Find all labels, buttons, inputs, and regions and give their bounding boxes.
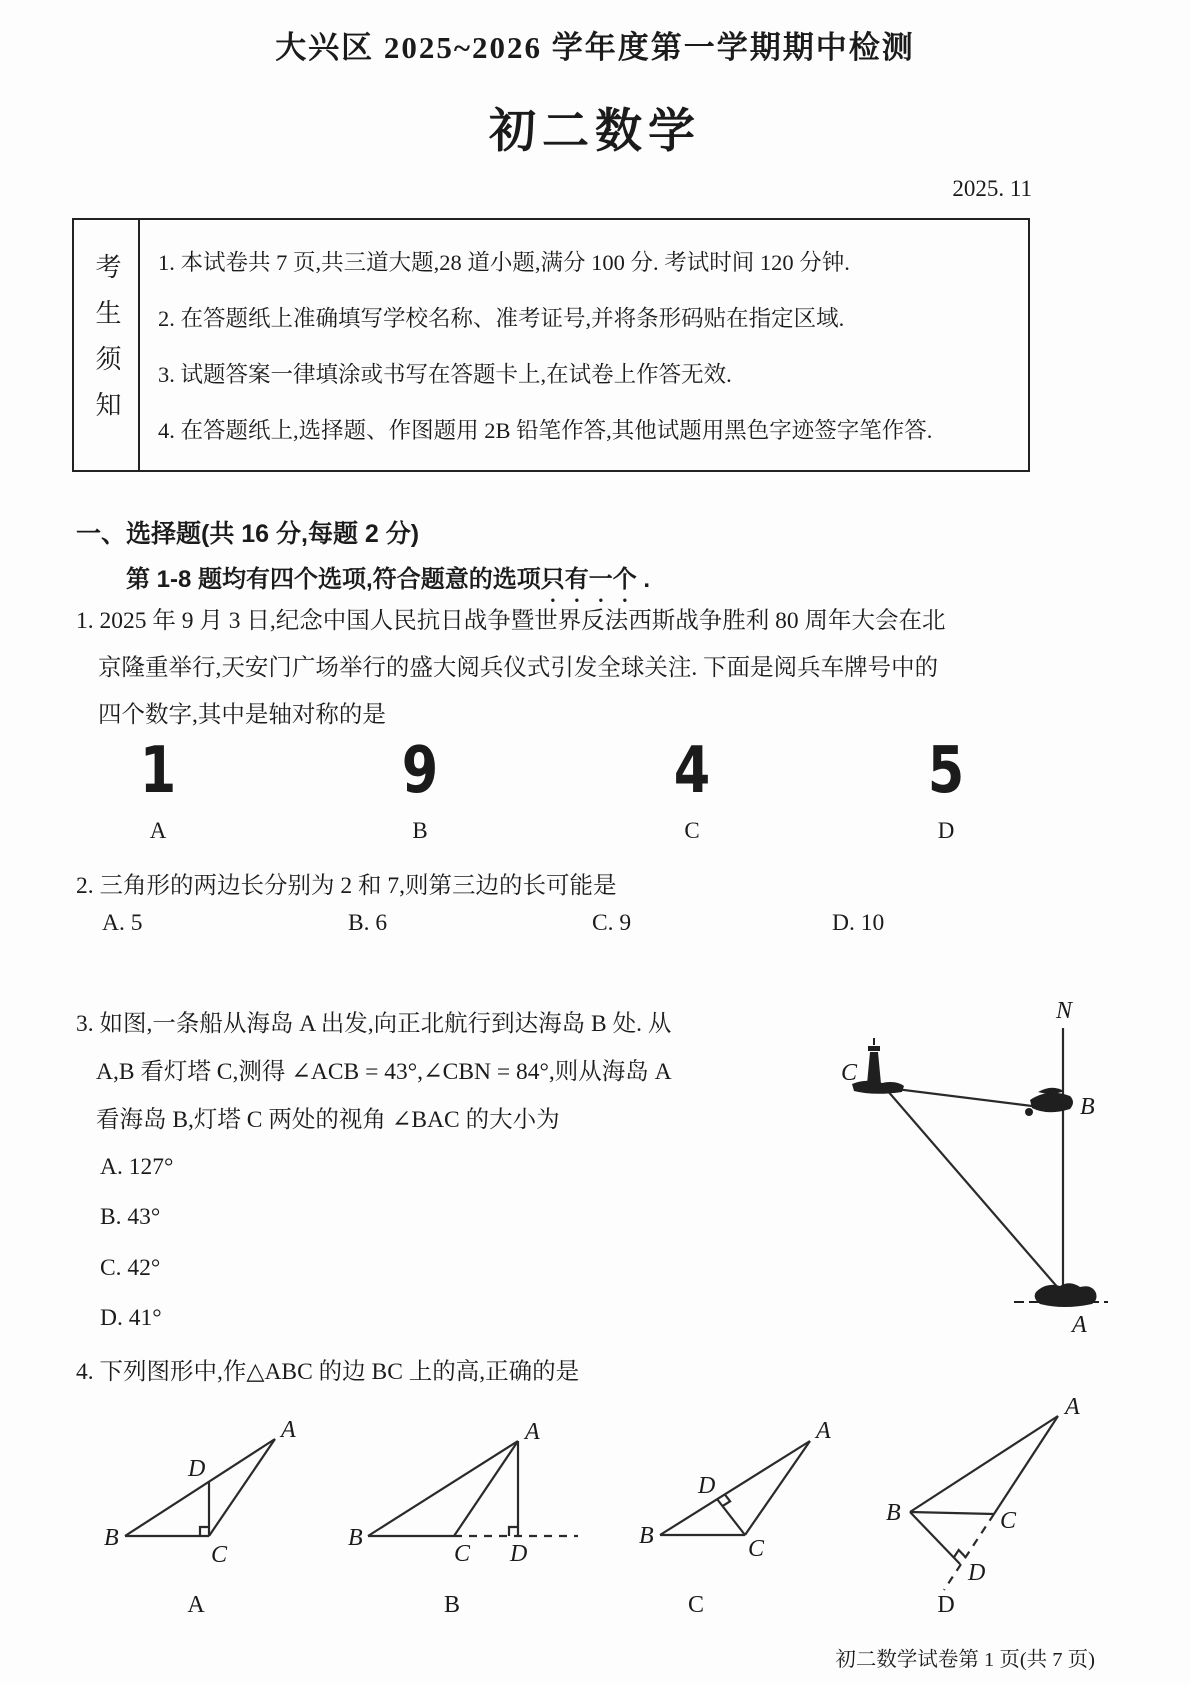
q4-figure-b (338, 1396, 588, 1576)
q4-figure-d (868, 1396, 1108, 1611)
vertex-a-label: A (1065, 1396, 1080, 1420)
line-c-to-a (886, 1089, 1059, 1289)
lighthouse-icon (852, 1038, 904, 1094)
vertex-b-label: B (348, 1525, 363, 1551)
ship-icon (1025, 1088, 1073, 1116)
ship-b-label: B (1080, 1094, 1095, 1120)
q3-line-3: 看海岛 B,灯塔 C 两处的视角 ∠BAC 的大小为 (96, 1107, 560, 1133)
vertex-b-label: B (639, 1523, 654, 1549)
page-footer: 初二数学试卷第 1 页(共 7 页) (835, 1649, 1095, 1671)
q1-line-1: 1. 2025 年 9 月 3 日,纪念中国人民抗日战争暨世界反法西斯战争胜利 80 周年大会在北 (76, 608, 946, 634)
q4-option-c-label: C (687, 1592, 704, 1618)
right-angle-mark (954, 1550, 965, 1558)
q4-figure-c (618, 1396, 848, 1576)
q1-line-3: 四个数字,其中是轴对称的是 (98, 702, 386, 728)
vertex-d-label: D (968, 1560, 986, 1586)
notice-item-4: 4. 在答题纸上,选择题、作图题用 2B 铅笔作答,其他试题用黑色字迹签字笔作答. (158, 418, 933, 443)
q1-digit-9: 9 (401, 734, 439, 808)
q3-option-b: B. 43° (100, 1204, 161, 1230)
section-1-heading: 一、选择题(共 16 分,每题 2 分) (76, 520, 420, 548)
notice-items (140, 220, 1028, 470)
q1-option-b-label: B (412, 818, 428, 843)
island-a-label: A (1072, 1312, 1087, 1338)
section-1-note: 第 1-8 题均有四个选项,符合题意的选项只有一个 . (126, 566, 651, 593)
vertex-a-label: A (281, 1417, 296, 1443)
notice-item-2: 2. 在答题纸上准确填写学校名称、准考证号,并将条形码贴在指定区域. (158, 306, 845, 331)
notice-side-label: 考生须知 (74, 220, 140, 470)
candidate-notice-box (72, 218, 1030, 472)
vertex-c-label: C (1000, 1508, 1017, 1534)
notice-item-1: 1. 本试卷共 7 页,共三道大题,28 道小题,满分 100 分. 考试时间 120 分钟. (158, 250, 850, 275)
cevian-dc (717, 1499, 745, 1535)
q4-option-d-label: D (937, 1592, 955, 1618)
q4-option-a-label: A (187, 1592, 205, 1618)
q1-digit-4: 4 (673, 734, 711, 808)
q4-option-b-label: B (443, 1592, 460, 1618)
island-icon (1014, 1283, 1108, 1307)
q4-stem: 4. 下列图形中,作△ABC 的边 BC 上的高,正确的是 (76, 1359, 580, 1385)
vertex-d-label: D (698, 1473, 716, 1499)
q2-option-a: A. 5 (102, 910, 143, 936)
q1-option-d-label: D (937, 818, 955, 843)
north-label: N (1056, 998, 1073, 1024)
exam-date: 2025. 11 (952, 176, 1032, 201)
q3-option-c: C. 42° (100, 1255, 161, 1281)
subject-title: 初二数学 (489, 104, 701, 157)
exam-title: 大兴区 2025~2026 学年度第一学期期中检测 (275, 30, 915, 65)
vertex-c-label: C (211, 1542, 228, 1568)
right-angle-mark (509, 1527, 518, 1536)
q4-figure-a (92, 1396, 302, 1576)
vertex-d-label: D (510, 1541, 528, 1567)
q2-option-d: D. 10 (832, 910, 885, 936)
segment-bd (910, 1512, 960, 1564)
q3-navigation-diagram (808, 988, 1118, 1348)
q3-line-1: 3. 如图,一条船从海岛 A 出发,向正北航行到达海岛 B 处. 从 (76, 1011, 672, 1037)
q3-option-a: A. 127° (100, 1154, 174, 1180)
vertex-b-label: B (104, 1525, 119, 1551)
q2-option-b: B. 6 (348, 910, 388, 936)
vertex-d-label: D (188, 1456, 206, 1482)
q1-line-2: 京隆重举行,天安门广场举行的盛大阅兵仪式引发全球关注. 下面是阅兵车牌号中的 (98, 655, 939, 681)
q3-option-d: D. 41° (100, 1305, 162, 1331)
q1-option-a-label: A (149, 818, 167, 843)
q2-option-c: C. 9 (592, 910, 632, 936)
q1-digit-1: 1 (139, 734, 177, 808)
q2-stem: 2. 三角形的两边长分别为 2 和 7,则第三边的长可能是 (76, 873, 617, 899)
vertex-b-label: B (886, 1500, 901, 1526)
lighthouse-c-label: C (841, 1060, 858, 1086)
line-c-to-b (888, 1088, 1040, 1107)
q3-line-2: A,B 看灯塔 C,测得 ∠ACB = 43°,∠CBN = 84°,则从海岛 A (96, 1059, 672, 1085)
right-angle-mark (200, 1527, 209, 1536)
notice-item-3: 3. 试题答案一律填涂或书写在答题卡上,在试卷上作答无效. (158, 362, 732, 387)
q1-digit-5: 5 (927, 734, 965, 808)
emphasized-phrase: 只有一个 (540, 566, 637, 593)
q1-option-c-label: C (684, 818, 700, 843)
vertex-a-label: A (525, 1419, 540, 1445)
vertex-c-label: C (748, 1536, 765, 1562)
vertex-c-label: C (454, 1541, 471, 1567)
vertex-a-label: A (816, 1418, 831, 1444)
